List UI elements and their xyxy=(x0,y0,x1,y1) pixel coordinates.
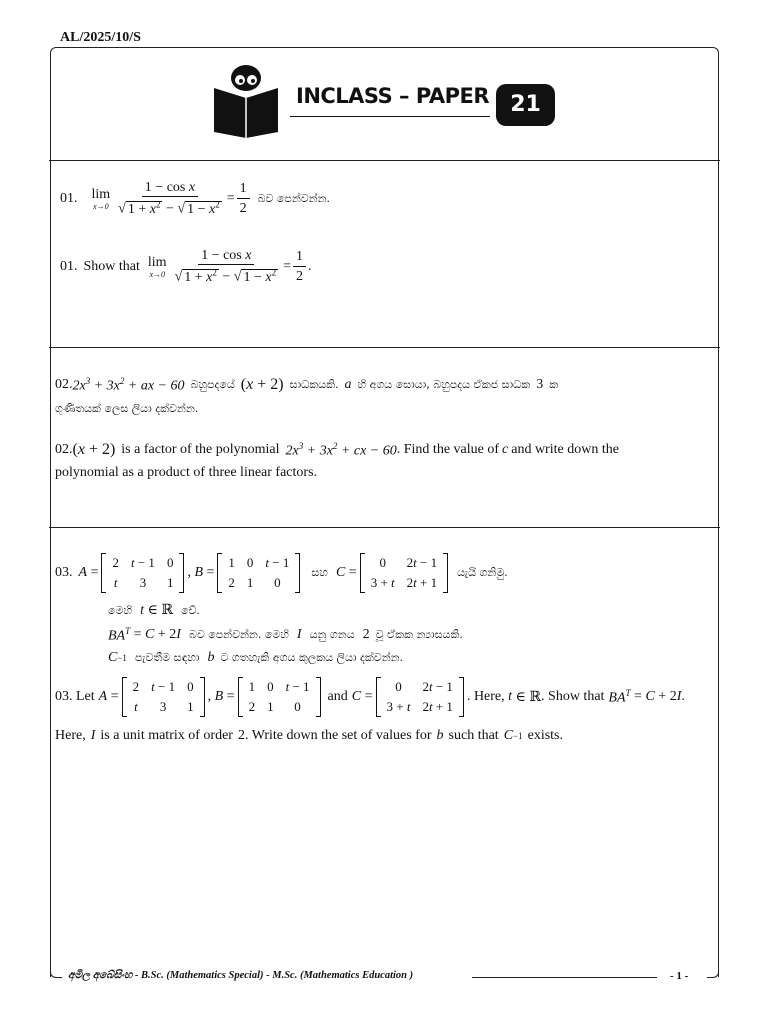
q3-si-l2b: වේ. xyxy=(180,603,200,617)
q3-si-end: යැයි ගනිමු. xyxy=(457,566,508,579)
q3-sinhala-line1: 03. A = 2 t − 1 0 t 3 1 , B = 1 0 t − 1 2 1 0 සහ C = 0 2t − 1 3 + t 2t + 1 යැයි ගනිමු. xyxy=(55,553,508,593)
q3-en-l2d: such that xyxy=(448,728,499,743)
frame-corner-right xyxy=(707,966,719,978)
q2-si-number: 02. xyxy=(55,377,73,393)
title-underline xyxy=(290,116,490,117)
q2-english-line2: polynomial as a product of three linear factors. xyxy=(55,465,318,480)
q3-en-l2e: exists. xyxy=(527,728,563,743)
q3-si-l3c: වූ ඒකක න්‍යාසයකි. xyxy=(375,628,463,642)
q3-si-number: 03. xyxy=(55,565,73,580)
q3-en-l2a: Here, xyxy=(55,728,86,743)
fraction: $\frac{\text{1 − cos x}}{√ 1 + x^2 - √ 1 - x^2}$ xyxy=(118,180,220,218)
page-number: - 1 - xyxy=(670,970,689,982)
reader-book-icon xyxy=(212,62,280,138)
q2-sinhala-line1: 02. $2x^3 + 3x^2$ + ax − 60 බහුපදයේ (x + 2) සාධකයකි. a හි අගය සොයා, බහුපදය ඒකජ සාධක 3 ක xyxy=(55,376,559,394)
q1-si-number: 01. xyxy=(60,191,78,207)
q2-divider xyxy=(49,527,720,528)
paper-number-badge: 21 xyxy=(496,84,555,126)
q3-si-l4b: ට ගතහැකි අගය කුලකය ලියා දක්වන්න. xyxy=(220,651,404,664)
q3-sinhala-line3: $BA^T$ = C + 2 I බව පෙන්වන්න. මෙහි I යනු ගනය 2 වූ ඒකක න්‍යාසයකි. xyxy=(108,626,463,644)
q3-si-l3b: යනු ගනය xyxy=(309,628,355,642)
q1-en-prefix: Show that xyxy=(83,259,140,275)
footer-rule xyxy=(472,977,657,978)
header-divider xyxy=(49,160,720,161)
fraction-half: $\frac{1}{2}$ xyxy=(237,181,250,217)
frame-corner-left xyxy=(50,966,62,978)
matrix-c: 0 2t − 1 3 + t 2t + 1 xyxy=(360,553,448,593)
q2-english-line1: 02. (x + 2) is a factor of the polynomial $2x^3 + 3x^2$ + cx − 60 . Find the value of c and write down the xyxy=(55,441,619,459)
matrix-c: 0 2t − 1 3 + t 2t + 1 xyxy=(376,677,464,717)
paper-title: INCLASS – PAPER xyxy=(296,84,489,108)
q3-si-l3a: බව පෙන්වන්න. මෙහි xyxy=(188,628,289,642)
q2-en-number: 02. xyxy=(55,442,73,458)
q2-si-text-2: සාධකයකි. xyxy=(289,378,339,392)
q2-en-text-2: . Find the value of xyxy=(396,442,500,458)
q3-si-saha: සහ xyxy=(311,566,328,579)
q3-english-line2: Here, I is a unit matrix of order 2 . Write down the set of values for b such that C −1 exists. xyxy=(55,728,563,743)
matrix-b: 1 0 t − 1 2 1 0 xyxy=(217,553,300,593)
q3-si-l4a: පැවතීම සඳහා xyxy=(134,651,200,664)
matrix-a: 2 t − 1 0 t 3 1 xyxy=(122,677,205,717)
q3-si-l2a: මෙහි xyxy=(108,603,133,617)
paper-code: AL/2025/10/S xyxy=(60,30,141,45)
limit: lim x→0 xyxy=(91,187,111,212)
q2-si-text-3: හි අගය සොයා, බහුපදය ඒකජ සාධක xyxy=(357,378,531,392)
q3-sinhala-line4: C −1 පැවතීම සඳහා b ට ගතහැකි අගය කුලකය ලියා දක්වන්න. xyxy=(108,650,404,665)
q1-si-text: බව පෙන්වන්න. xyxy=(257,192,331,206)
matrix-a: 2 t − 1 0 t 3 1 xyxy=(101,553,184,593)
q3-sinhala-line2: මෙහි t ∈ ℝ වේ. xyxy=(108,602,200,618)
q2-sinhala-line2: ගුණිතයක් ලෙස ලියා දක්වන්න. xyxy=(55,402,199,415)
q3-en-show: . Show that xyxy=(541,689,605,704)
q2-en-text-1: is a factor of the polynomial xyxy=(121,442,280,458)
q1-sinhala: 01. lim x→0 $\frac{\text{1 − cos x}}{√ 1 + x^2 - √ 1 - x^2}$ = $\frac{1}{2}$ බව පෙන්වන්න. xyxy=(60,180,331,218)
q2-si-text-1: බහුපදයේ xyxy=(190,378,235,392)
q2-en-text-3: and write down the xyxy=(511,442,619,458)
limit: lim x→0 xyxy=(147,255,167,280)
q1-en-number: 01. xyxy=(60,259,78,275)
fraction: $\frac{\text{1 − cos x}}{√ 1 + x^2 - √ 1 - x^2}$ xyxy=(174,248,277,286)
matrix-b: 1 0 t − 1 2 1 0 xyxy=(238,677,321,717)
fraction-half: $\frac{1}{2}$ xyxy=(293,249,306,285)
q3-en-l2c: . Write down the set of values for xyxy=(244,728,432,743)
q3-en-here: . Here, xyxy=(466,689,505,704)
q3-english-line1: 03. Let A = 2 t − 1 0 t 3 1 , B = 1 0 t − 1 2 1 0 and C = 0 2t − 1 3 + t 2t + 1 . Here, t ∈ ℝ . Show that $BA^T$ = C + 2 I . xyxy=(55,677,685,717)
q1-divider xyxy=(49,347,720,348)
q3-en-number: 03. Let xyxy=(55,689,95,704)
q3-en-l2b: is a unit matrix of order xyxy=(100,728,233,743)
q3-en-and: and xyxy=(327,689,348,704)
q2-si-text-4: ක xyxy=(549,378,559,392)
q1-english: 01. Show that lim x→0 $\frac{\text{1 − cos x}}{√ 1 + x^2 - √ 1 - x^2}$ = $\frac{1}{2}$ . xyxy=(60,248,312,286)
footer-author: අමිල අබේසිංහ - B.Sc. (Mathematics Special) - M.Sc. (Mathematics Education ) xyxy=(68,970,414,981)
